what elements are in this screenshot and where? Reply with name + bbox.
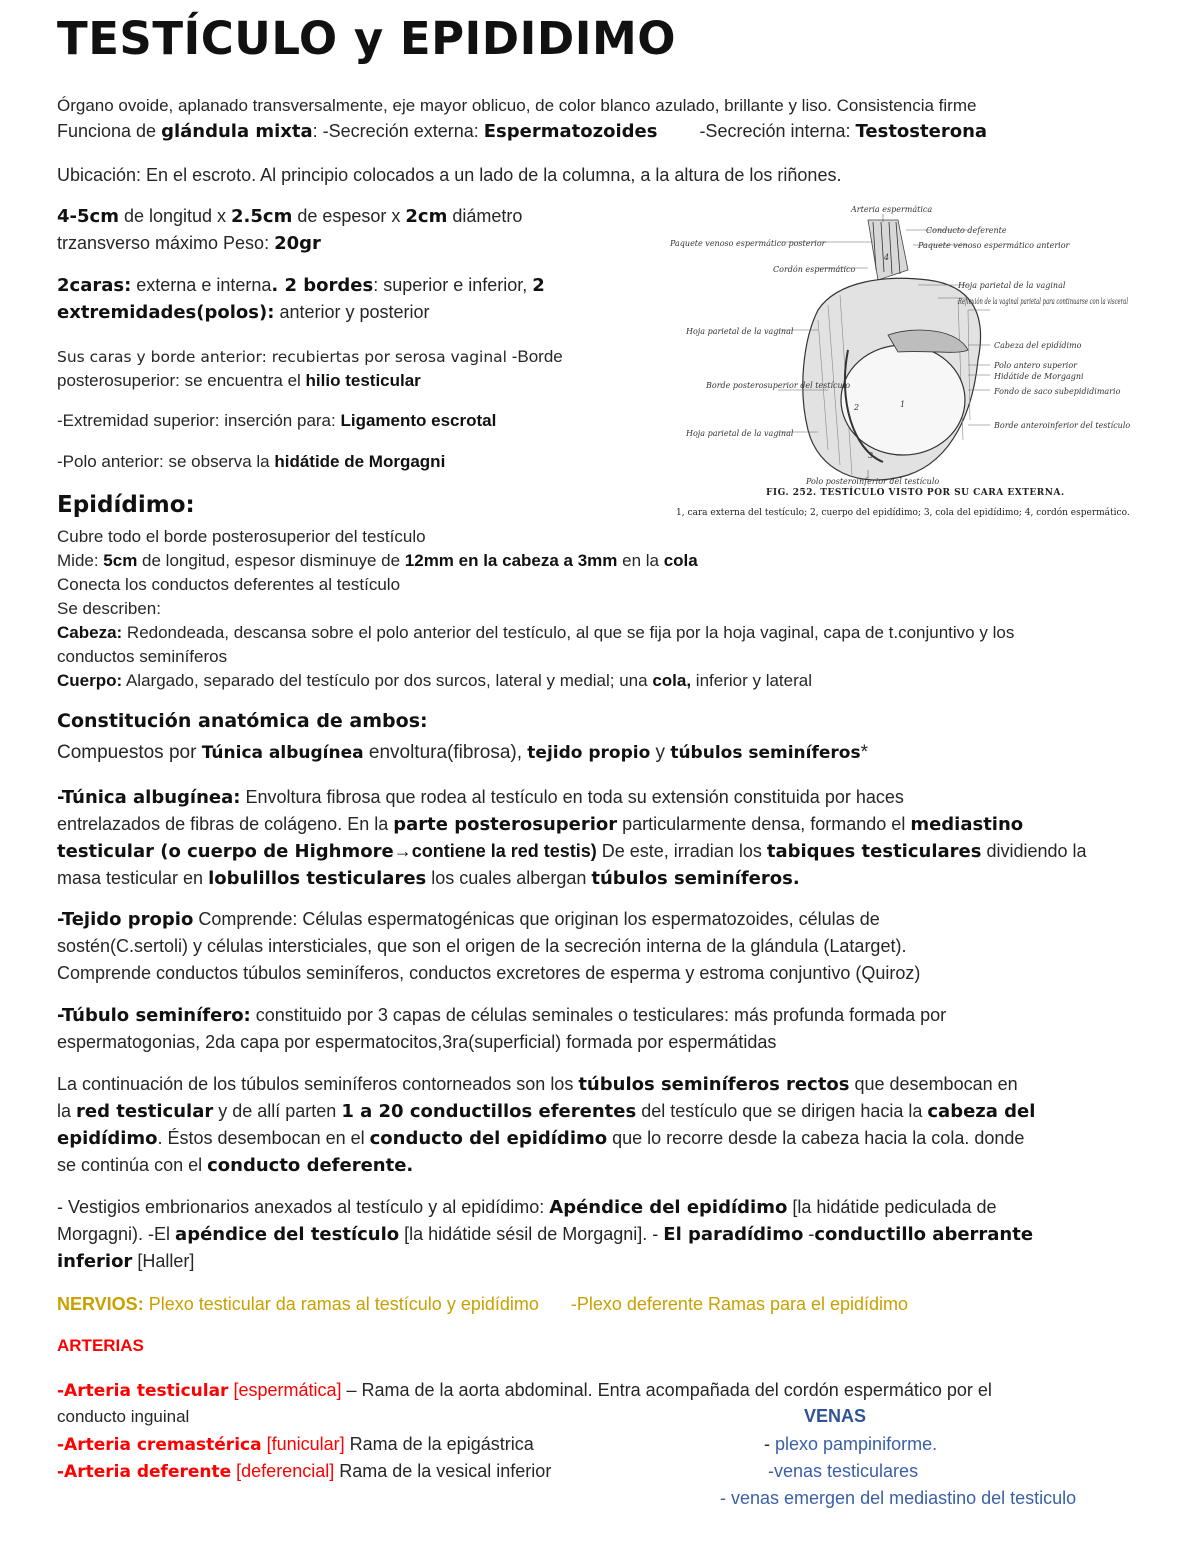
- tunica-line-3: testicular (o cuerpo de Highmore→contiene la red testis) De este, irradian los tabiques testiculares dividiendo la: [57, 841, 1087, 862]
- venas-line-3: - venas emergen del mediastino del testiculo: [720, 1488, 1077, 1508]
- continuacion-line-3: epidídimo. Éstos desembocan en el conducto del epidídimo que lo recorre desde la cabeza hacia la cola. donde: [57, 1128, 1025, 1149]
- arteria-testicular-line-2: conducto inguinal: [57, 1407, 190, 1426]
- label-fondo: Fondo de saco subepididimario: [994, 387, 1121, 396]
- label-n2: 2: [854, 403, 860, 412]
- serosa-line-2: posterosuperior: se encuentra el hilio testicular: [57, 371, 421, 390]
- testicle-illustration: [668, 200, 1160, 525]
- tunica-line-4: masa testicular en lobulillos testiculares los cuales albergan túbulos seminíferos.: [57, 868, 800, 889]
- label-polo-post: Polo posteroinferior del testículo: [806, 477, 940, 486]
- epididimo-line-5: Cabeza: Redondeada, descansa sobre el polo anterior del testículo, al que se fija por la hoja vaginal, capa de t.conjuntivo y los: [57, 623, 1015, 642]
- epididimo-heading: Epidídimo:: [57, 492, 195, 518]
- epididimo-line-4: Se describen:: [57, 599, 161, 618]
- epididimo-line-6: conductos seminíferos: [57, 647, 228, 666]
- caras-line-1: 2caras: externa e interna. 2 bordes: superior e inferior, 2: [57, 275, 545, 296]
- intro-line-2: Funciona de glándula mixta: -Secreción externa: Espermatozoides -Secreción interna: Testosterona: [57, 121, 988, 142]
- tejido-line-2: sostén(C.sertoli) y células intersticiales, que son el origen de la secreción interna de la glándula (Latarget).: [57, 936, 907, 956]
- serosa-line-1: Sus caras y borde anterior: recubiertas por serosa vaginal -Borde: [57, 347, 563, 366]
- label-polo-ant: Polo antero superior: [994, 361, 1077, 370]
- label-n1: 1: [900, 400, 906, 409]
- epididimo-line-1: Cubre todo el borde posterosuperior del testículo: [57, 527, 426, 546]
- intro-line-1: Órgano ovoide, aplanado transversalmente, eje mayor oblicuo, de color blanco azulado, brillante y liso. Consistencia firme: [57, 96, 977, 115]
- label-borde-ant: Borde anteroinferior del testículo: [994, 421, 1131, 430]
- label-n3: 3: [868, 451, 874, 460]
- tejido-line-3: Comprende conductos túbulos seminíferos, conductos excretores de esperma y estroma conjuntivo (Quiroz): [57, 963, 921, 983]
- label-n4: 4: [884, 253, 890, 262]
- label-hoja-par-2: Hoja parietal de la vaginal: [686, 327, 794, 336]
- label-cordon: Cordón espermático: [773, 265, 856, 274]
- continuacion-line-4: se continúa con el conducto deferente.: [57, 1155, 414, 1176]
- figure-caption-title: FIG. 252. TESTÍCULO VISTO POR SU CARA EXTERNA.: [766, 488, 1065, 498]
- dims-line-1: 4-5cm de longitud x 2.5cm de espesor x 2cm diámetro: [57, 206, 523, 227]
- arteria-deferente-line: -Arteria deferente [deferencial] Rama de la vesical inferior: [57, 1461, 552, 1482]
- vestigios-line-3: inferior [Haller]: [57, 1251, 195, 1272]
- epididimo-line-2: Mide: 5cm de longitud, espesor disminuye de 12mm en la cabeza a 3mm en la cola: [57, 551, 698, 570]
- figure-caption-legend: 1, cara externa del testículo; 2, cuerpo del epidídimo; 3, cola del epidídimo; 4, cordón espermático.: [676, 508, 1130, 518]
- polo-anterior-line: -Polo anterior: se observa la hidátide de Morgagni: [57, 452, 446, 471]
- arteria-cremasterica-line: -Arteria cremastérica [funicular] Rama de la epigástrica: [57, 1434, 534, 1455]
- label-borde-post: Borde posterosuperior del testículo: [706, 381, 851, 390]
- label-plexo-post: Paquete venoso espermático posterior: [670, 239, 826, 248]
- extremidad-superior-line: -Extremidad superior: inserción para: Ligamento escrotal: [57, 411, 497, 430]
- tubulo-line-2: espermatogonias, 2da capa por espermatocitos,3ra(superficial) formada por espermátidas: [57, 1032, 777, 1052]
- dims-line-2: trzansverso máximo Peso: 20gr: [57, 233, 321, 254]
- tubulo-line-1: -Túbulo seminífero: constituido por 3 capas de células seminales o testiculares: más profunda formada por: [57, 1005, 947, 1026]
- label-hoja-par: Hoja parietal de la vaginal: [958, 281, 1066, 290]
- tunica-line-1: -Túnica albugínea: Envoltura fibrosa que rodea al testículo en toda su extensión constituida por haces: [57, 787, 904, 808]
- nervios-line: NERVIOS: Plexo testicular da ramas al testículo y epidídimo -Plexo deferente Ramas para el epidídimo: [57, 1294, 909, 1314]
- tejido-line-1: -Tejido propio Comprende: Células espermatogénicas que originan los espermatozoides, células de: [57, 909, 880, 930]
- constitucion-line: Compuestos por Túnica albugínea envoltura(fibrosa), tejido propio y túbulos seminíferos*: [57, 742, 869, 763]
- caras-line-2: extremidades(polos): anterior y posterior: [57, 302, 430, 323]
- page-title: TESTÍCULO y EPIDIDIMO: [57, 12, 677, 65]
- arteria-testicular-line: -Arteria testicular [espermática] – Rama de la aorta abdominal. Entra acompañada del cordón espermático por el: [57, 1380, 992, 1401]
- vestigios-line-2: Morgagni). -El apéndice del testículo [la hidátide sésil de Morgagni]. - El paradídimo -conductillo aberrante: [57, 1224, 1034, 1245]
- continuacion-line-2: la red testicular y de allí parten 1 a 20 conductillos eferentes del testículo que se dirigen hacia la cabeza del: [57, 1101, 1036, 1122]
- venas-heading: VENAS: [804, 1406, 867, 1426]
- label-hidatide: Hidátide de Morgagni: [994, 372, 1084, 381]
- arterias-heading: ARTERIAS: [57, 1336, 144, 1355]
- epididimo-line-3: Conecta los conductos deferentes al testículo: [57, 575, 401, 594]
- venas-line-1: - plexo pampiniforme.: [764, 1434, 938, 1454]
- tunica-line-2: entrelazados de fibras de colágeno. En la parte posterosuperior particularmente densa, formando el mediastino: [57, 814, 1024, 835]
- label-plexo-ant: Paquete venoso espermático anterior: [918, 241, 1070, 250]
- label-arteria: Arteria espermática: [851, 205, 933, 214]
- continuacion-line-1: La continuación de los túbulos seminíferos contorneados son los túbulos seminíferos rectos que desembocan en: [57, 1074, 1018, 1095]
- label-hoja-par-3: Hoja parietal de la vaginal: [686, 429, 794, 438]
- constitucion-heading: Constitución anatómica de ambos:: [57, 710, 428, 732]
- vestigios-line-1: - Vestigios embrionarios anexados al testículo y al epidídimo: Apéndice del epidídimo [la hidátide pediculada de: [57, 1197, 997, 1218]
- epididimo-line-7: Cuerpo: Alargado, separado del testículo por dos surcos, lateral y medial; una cola, inferior y lateral: [57, 671, 812, 690]
- label-cabeza: Cabeza del epidídimo: [994, 341, 1082, 350]
- label-conducto: Conducto deferente: [926, 226, 1007, 235]
- venas-line-2: -venas testiculares: [768, 1461, 919, 1481]
- label-reflexion: Reflexión de la vaginal parietal para continuarse con la visceral: [957, 297, 1129, 306]
- ubicacion-line: Ubicación: En el escroto. Al principio colocados a un lado de la columna, a la altura de los riñones.: [57, 165, 842, 185]
